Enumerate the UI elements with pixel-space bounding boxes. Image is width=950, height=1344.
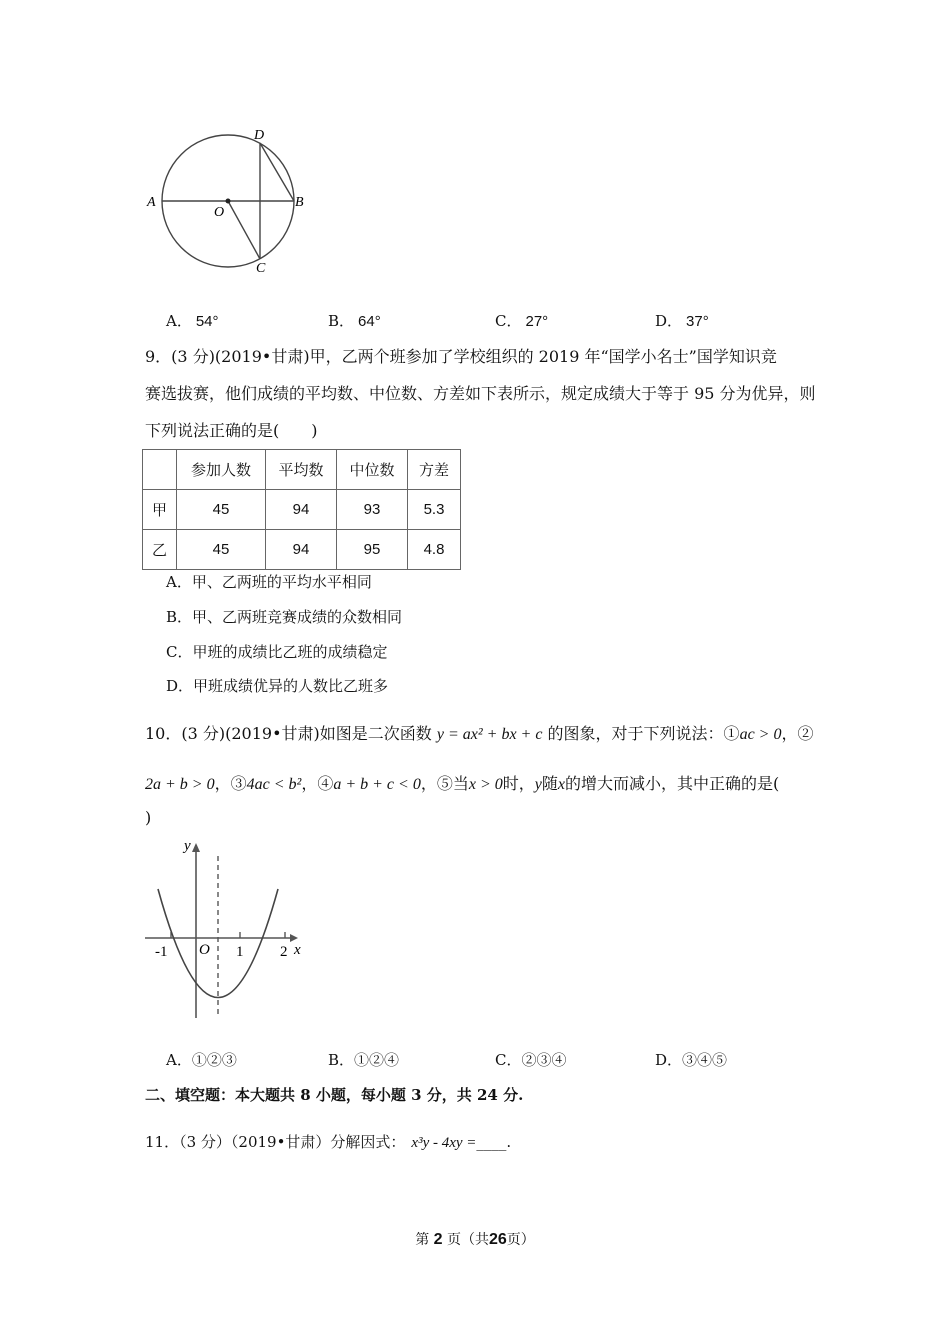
origin-label: O: [199, 942, 210, 958]
page-total: 26: [489, 1231, 507, 1248]
q10-option-b: [328, 1049, 399, 1070]
label-c: C: [256, 261, 266, 276]
q9-stem-line3: 下列说法正确的是( ): [145, 421, 318, 440]
label-d: D: [254, 128, 265, 143]
option-text: 27°: [525, 313, 549, 330]
table-cell: 93: [337, 490, 408, 530]
table-row: [143, 490, 461, 530]
q10-text: 的图象，对于下列说法：①: [547, 724, 740, 743]
segment-db: [260, 143, 294, 201]
footer-text: 第: [415, 1232, 430, 1248]
table-cell: 5.3: [408, 490, 461, 530]
q10-text: 随: [541, 774, 558, 793]
q11-end: .: [506, 1133, 512, 1151]
section-heading: 二、填空题：本大题共 8 小题，每小题 3 分，共 24 分.: [145, 1086, 524, 1104]
table-cell: 45: [177, 490, 266, 530]
table-header-cell: 参加人数: [177, 450, 266, 490]
q10-stem-line3: ): [145, 808, 152, 827]
q8-option-c: [495, 310, 548, 331]
q9-option-c: C．甲班的成绩比乙班的成绩稳定: [166, 643, 388, 661]
q9-stem-line2: 赛选拔赛，他们成绩的平均数、中位数、方差如下表所示，规定成绩大于等于 95 分为优异，则: [145, 384, 816, 403]
table-row: [143, 530, 461, 570]
table-cell: 4.8: [408, 530, 461, 570]
y-label: y: [184, 838, 191, 854]
table-header-row: [143, 450, 461, 490]
q9-stats-table: [142, 449, 461, 570]
q10-equation: y = ax² + bx + c: [436, 726, 543, 743]
q10-statement-3: 4ac < b²: [246, 776, 302, 793]
q10-text: ，②: [781, 724, 814, 743]
y-axis-arrow: [192, 843, 200, 852]
page-footer: [0, 1229, 950, 1249]
table-cell: 95: [337, 530, 408, 570]
table-cell: 甲: [143, 490, 177, 530]
table-cell: 94: [266, 490, 337, 530]
q10-text: 10．(3 分)(2019•甘肃)如图是二次函数: [145, 724, 432, 743]
q9-option-a: A．甲、乙两班的平均水平相同: [166, 573, 372, 591]
table-cell: 乙: [143, 530, 177, 570]
x-axis-arrow: [290, 934, 298, 942]
q10-var-x: x: [557, 776, 565, 793]
option-letter: B．: [328, 1051, 355, 1069]
q11-blank: ____: [476, 1133, 507, 1151]
q10-statement-2: 2a + b > 0: [145, 776, 215, 793]
option-text: 54°: [195, 313, 219, 330]
q10-text: ，⑤当: [420, 774, 469, 793]
q10-statement-4: a + b + c < 0: [333, 776, 421, 793]
q11-text: 11．（3 分）（2019•甘肃）分解因式：: [145, 1133, 406, 1151]
option-text: ②③④: [521, 1051, 567, 1069]
footer-text: 页（共: [447, 1232, 489, 1248]
q9-option-b: B．甲、乙两班竞赛成绩的众数相同: [166, 608, 403, 626]
footer-text: 页）: [506, 1232, 535, 1248]
q10-option-d: [655, 1049, 727, 1070]
x-label: x: [294, 942, 301, 958]
q9-option-d: D．甲班成绩优异的人数比乙班多: [166, 677, 389, 695]
q10-stem-line2: [145, 771, 779, 794]
q10-option-a: [166, 1049, 237, 1070]
option-letter: D．: [655, 1051, 683, 1069]
q9-stem-line1: 9．(3 分)(2019•甘肃)甲，乙两个班参加了学校组织的 2019 年“国学小名士”国学知识竞: [145, 347, 777, 366]
table-header-cell: [143, 450, 177, 490]
q10-statement-1: ac > 0: [739, 726, 782, 743]
q10-text: 时，: [502, 774, 535, 793]
option-letter: C．: [495, 1051, 522, 1069]
table-cell: 45: [177, 530, 266, 570]
table-header-cell: 平均数: [266, 450, 337, 490]
option-text: ①②③: [191, 1051, 237, 1069]
table-cell: 94: [266, 530, 337, 570]
table-header-cell: 方差: [408, 450, 461, 490]
q11-stem: [145, 1131, 511, 1152]
table-header-cell: 中位数: [337, 450, 408, 490]
q10-condition: x > 0: [468, 776, 503, 793]
q10-var-y: y: [534, 776, 542, 793]
tick-label-1: 1: [236, 944, 244, 960]
page-number: 2: [433, 1231, 443, 1248]
option-letter: A．: [166, 312, 192, 330]
option-letter: B．: [328, 312, 355, 330]
center-point: [226, 199, 231, 204]
circle-figure: [140, 120, 320, 280]
option-letter: D．: [655, 312, 683, 330]
q10-text: 的增大而减小，其中正确的是(: [565, 774, 780, 793]
label-b: B: [295, 195, 304, 210]
q8-option-a: [166, 310, 219, 331]
parabola-graph: [140, 830, 315, 1025]
tick-label-neg1: -1: [155, 944, 168, 960]
option-text: 64°: [358, 313, 381, 330]
q10-option-c: [495, 1049, 567, 1070]
q10-text: ，③: [214, 774, 247, 793]
q10-text: ，④: [301, 774, 334, 793]
option-text: ①②④: [354, 1051, 400, 1069]
option-letter: A．: [166, 1051, 192, 1069]
option-text: ③④⑤: [682, 1051, 728, 1069]
option-text: 37°: [686, 313, 709, 330]
q10-stem-line1: [145, 721, 813, 744]
q11-expression: x³y - 4xy =: [411, 1135, 477, 1151]
segment-oc: [228, 201, 260, 259]
q8-option-b: [328, 310, 381, 331]
label-a: A: [147, 195, 156, 210]
label-o: O: [214, 205, 225, 220]
tick-label-2: 2: [280, 944, 288, 960]
option-letter: C．: [495, 312, 522, 330]
q8-option-d: [655, 310, 709, 331]
